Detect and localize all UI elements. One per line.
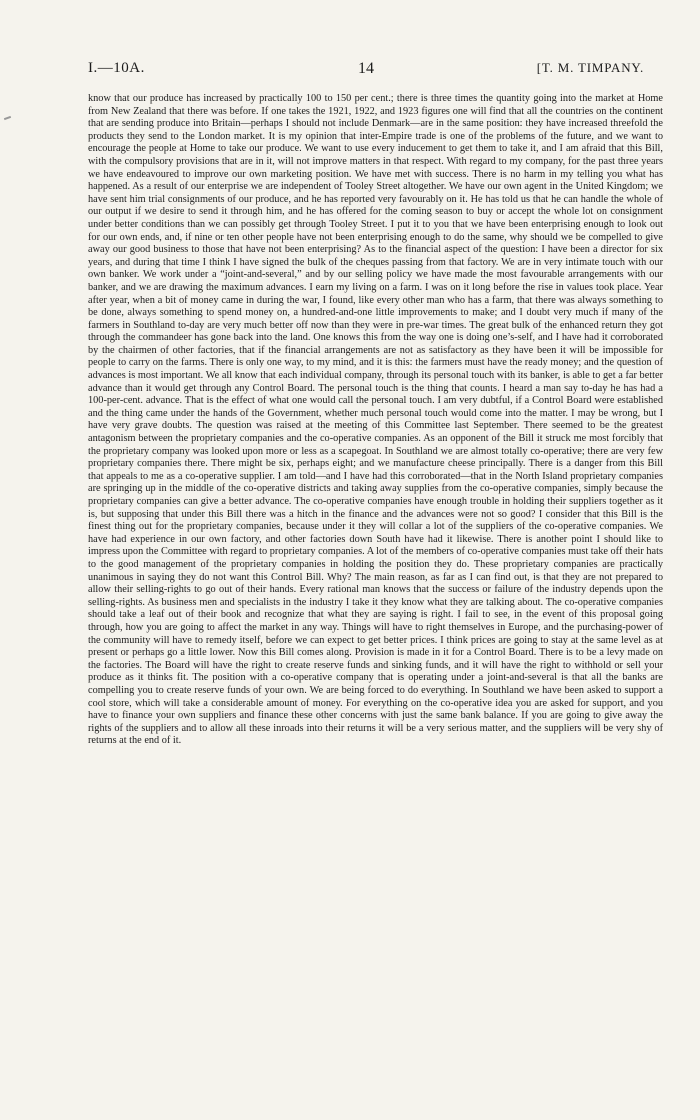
document-reference: I.—10A. bbox=[88, 60, 145, 76]
body-text-block bbox=[88, 93, 663, 748]
margin-mark bbox=[4, 116, 11, 120]
body-paragraph: know that our produce has increased by practically 100 to 150 per cent.; there is three times the quantity going into the market at Home from New Zealand that there was before. If one takes the 1921, 1922, and 1923 figures one will find that all the countries on the continent that are sending produce into Britain—perhaps I should not include Denmark—are in the same position: they have increased threefold the products they send to the London market. It is my opinion that inter-Empire trade is one of the problems of the future, and we want to encourage the people at Home to take our produce. We want to use every inducement to get them to take it, and I am afraid that this Bill, with the compulsory provisions that are in it, will not improve matters in that respect. With regard to my company, for the past three years we have endeavoured to improve our own marketing position. We have met with success. There is no harm in my telling you what has happened. As a result of our enterprise we are independent of Tooley Street altogether. We have our own agent in the United Kingdom; we have sent him trial consignments of our produce, and he has reported very favourably on it. He has told us that he can handle the whole of our output if we desire to send it through him, and he has offered for the coming season to buy or accept the whole lot on consignment under better conditions than we can possibly get through Tooley Street. I put it to you that we have been enterprising enough to look out for our own ends, and, if nine or ten other people have not been enterprising enough to do the same, why should we be compelled to give away our good business to those that have not been enterprising? As to the financial aspect of the question: I have been a director for six years, and during that time I think I have signed the bulk of the cheques passing from that factory. We are in very intimate touch with our own banker. We work under a “joint-and-several,” and by our selling policy we have made the most favourable arrangements with our banker, and we are drawing the maximum advances. I earn my living on a farm. I was on it long before the rise in values took place. Year after year, when a bit of money came in during the war, I found, like every other man who has a farm, that there was always something to be done, always something to spend money on, a hundred-and-one little improvements to make; and I doubt very much if many of the farmers in Southland to-day are very much better off now than they were in pre-war times. The great bulk of the enhanced return they got through the commandeer has gone back into the land. One knows this from the way one is doing one’s-self, and I have had it corroborated by the chairmen of other factories, that if the financial arrangements are not as satisfactory as they have been it will be impossible for people to carry on the farms. There is only one way, to my mind, and it is this: the farmers must have the ready money; and the question of advances is most important. We all know that each individual company, through its personal touch with its banker, is able to get a far better advance than it would get through any Control Board. The personal touch is the thing that counts. I heard a man say to-day he has had a 100-per-cent. advance. That is the effect of what one would call the personal touch. I am very dubtful, if a Control Board were established and the thing came under the hands of the Government, whether much personal touch would come into the matter. I may be wrong, but I have very grave doubts. The question was raised at the meeting of this Committee last September. There seemed to be the greatest antagonism between the proprietary companies and the co-operative companies. As an opponent of the Bill it struck me most forcibly that the proprietary company was looked upon more or less as a scapegoat. In Southland we are almost totally co-operative; there are very few proprietary companies there. There might be six, perhaps eight; and we manufacture cheese principally. There is a danger from this Bill that appeals to me as a co-operative supplier. I am told—and I have had this corroborated—that in the North Island proprietary companies are springing up in the middle of the co-operative districts and taking away supplies from the co-operative companies, simply because the proprietary companies can give a better advance. The co-operative companies have enough trouble in holding their suppliers together as it is, but supposing that under this Bill there was a hitch in the finance and the advances were not so good? I consider that this Bill is the finest thing out for the proprietary companies, because under it they will collar a lot of the suppliers of the co-operative companies. We have had experience in our own factory, and other factories down South have had it likewise. There is another point I should like to impress upon the Committee with regard to proprietary companies. A lot of the members of co-operative companies must take off their hats to the good management of the proprietary companies in holding the position they do. These proprietary companies are practically unanimous in saying they do not want this Control Bill. Why? The main reason, as far as I can find out, is that they are not prepared to allow their selling-rights to go out of their hands. Every rational man knows that the success or failure of the industry depends upon the selling-rights. As business men and specialists in the industry I take it they know what they are talking about. The co-operative companies should take a leaf out of their book and recognize that what they are saying is right. I fail to see, in the event of this proposal going through, how you are going to affect the market in any way. Things will have to right themselves in Europe, and the purchasing-power of the community will have to remedy itself, before we can expect to get better prices. I think prices are going to stay at the same level as at present or perhaps go a little lower. Now this Bill comes along. Provision is made in it for a Control Board. There is to be a levy made on the factories. The Board will have the right to create reserve funds and sinking funds, and it will have the right to withhold or sell your produce as it thinks fit. The position with a co-operative company that is operating under a joint-and-several is that all the banks are compelling you to create reserve funds of your own. We are being forced to do everything. In Southland we have been asked to support a cool store, which will take a considerable amount of money. For everything on the co-operative idea you are asked for support, and you have to finance your own suppliers and finance these other concerns with just the same bank balance. If you are going to give away the rights of the suppliers and to allow all these inroads into their returns it will be a very serious matter, and the suppliers will be very shy of returns at the end of it. bbox=[88, 93, 663, 747]
page-header bbox=[88, 60, 644, 80]
speaker-name: [T. M. TIMPANY. bbox=[536, 60, 644, 75]
page-number: 14 bbox=[358, 60, 374, 77]
